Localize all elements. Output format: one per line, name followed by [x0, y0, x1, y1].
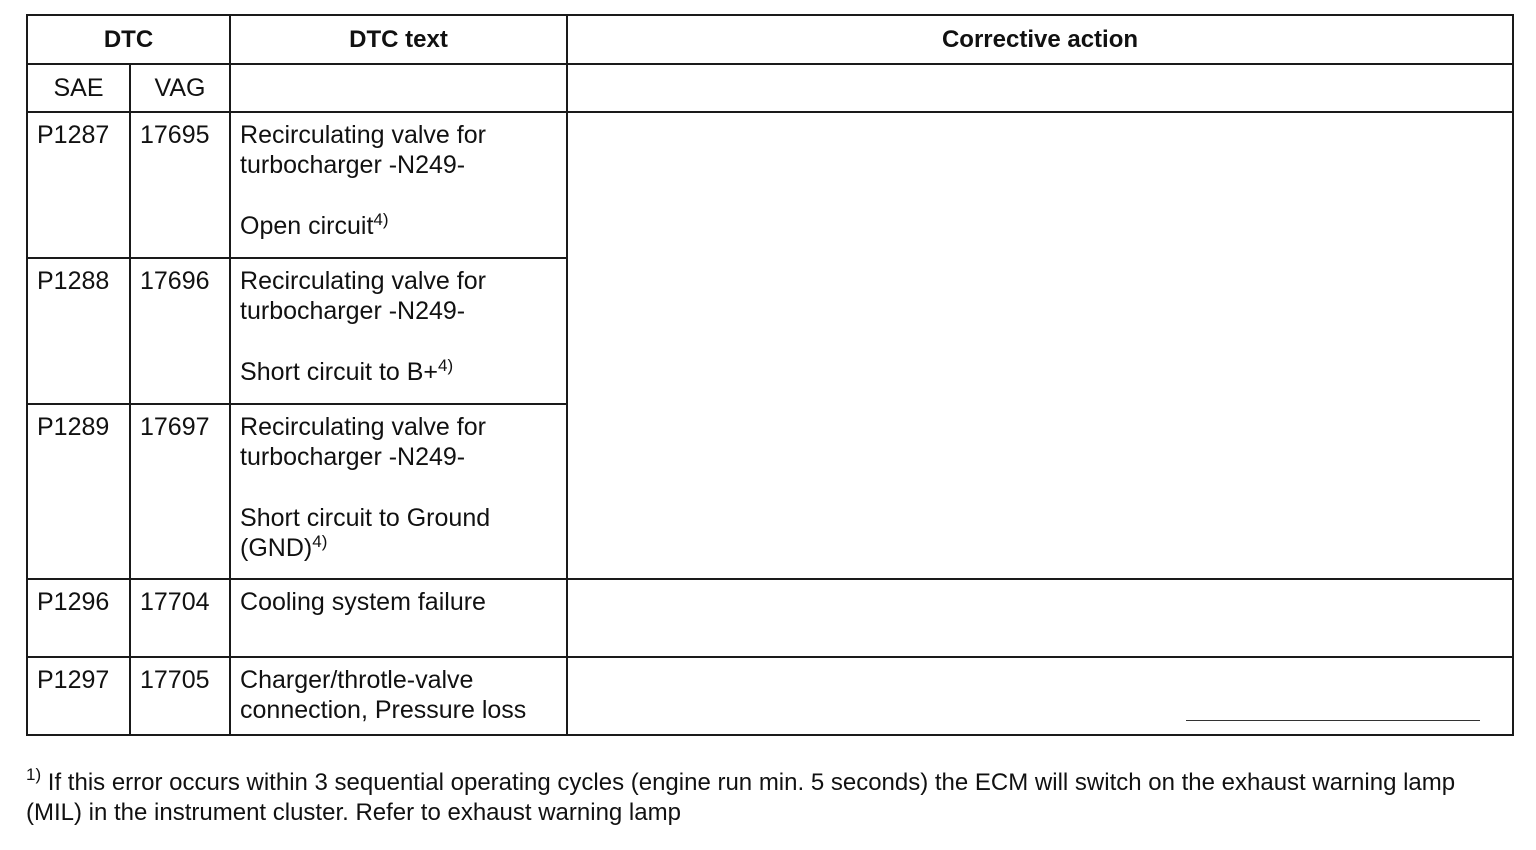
subheader-row — [27, 64, 1513, 112]
footnote-ref: 4) — [312, 532, 328, 551]
dtc-text-line: Recirculating valve for — [240, 121, 486, 149]
corrective-action-cell — [567, 579, 1513, 657]
dtc-text-line: turbocharger -N249- — [240, 297, 466, 325]
dtc-text-line: Recirculating valve for — [240, 267, 486, 295]
vag-code: 17695 — [130, 112, 230, 258]
dtc-detail-text: (GND) — [240, 534, 313, 562]
header-row — [27, 15, 1513, 64]
footnote-text: If this error occurs within 3 sequential operating cycles (engine run min. 5 seconds) the ECM will switch on the exhaust warning lamp (MIL) in the instrument cluster. Refer to exhaust warning lamp — [26, 769, 1456, 826]
footnote-ref: 4) — [373, 210, 389, 229]
dtc-text-line: Recirculating valve for — [240, 413, 486, 441]
dtc-description — [230, 657, 567, 735]
sae-code: P1297 — [27, 657, 130, 735]
dtc-description — [230, 112, 567, 258]
corrective-action-cell — [567, 112, 1513, 579]
header-sae: SAE — [27, 64, 130, 112]
dtc-text-line: turbocharger -N249- — [240, 151, 466, 179]
header-corrective-action: Corrective action — [567, 15, 1513, 64]
dtc-text-line: turbocharger -N249- — [240, 443, 466, 471]
header-dtc-text: DTC text — [230, 15, 567, 64]
dtc-description — [230, 404, 567, 579]
dtc-text-line: Charger/throtle-valve — [240, 666, 474, 694]
sae-code: P1289 — [27, 404, 130, 579]
footnote-ref: 4) — [438, 356, 454, 375]
table-row — [27, 579, 1513, 657]
corrective-action-rule — [1186, 720, 1480, 721]
vag-code: 17705 — [130, 657, 230, 735]
footnote — [26, 765, 1506, 828]
header-vag: VAG — [130, 64, 230, 112]
table-row — [27, 112, 1513, 258]
vag-code: 17696 — [130, 258, 230, 404]
dtc-detail — [240, 533, 557, 563]
dtc-table — [26, 14, 1514, 736]
dtc-text-line: Cooling system failure — [240, 588, 486, 616]
dtc-detail — [240, 357, 557, 387]
vag-code: 17697 — [130, 404, 230, 579]
subheader-empty-text — [230, 64, 567, 112]
dtc-detail-text: Open circuit — [240, 212, 374, 240]
sae-code: P1288 — [27, 258, 130, 404]
sae-code: P1287 — [27, 112, 130, 258]
subheader-empty-action — [567, 64, 1513, 112]
dtc-description — [230, 579, 567, 657]
table-row — [27, 657, 1513, 735]
dtc-description — [230, 258, 567, 404]
footnote-marker: 1) — [26, 765, 42, 784]
sae-code: P1296 — [27, 579, 130, 657]
header-dtc: DTC — [27, 15, 230, 64]
dtc-detail — [240, 211, 557, 241]
vag-code: 17704 — [130, 579, 230, 657]
dtc-text-line: connection, Pressure loss — [240, 696, 527, 724]
corrective-action-cell — [567, 657, 1513, 735]
dtc-detail-text: Short circuit to Ground — [240, 504, 491, 532]
dtc-detail-text: Short circuit to B+ — [240, 358, 439, 386]
